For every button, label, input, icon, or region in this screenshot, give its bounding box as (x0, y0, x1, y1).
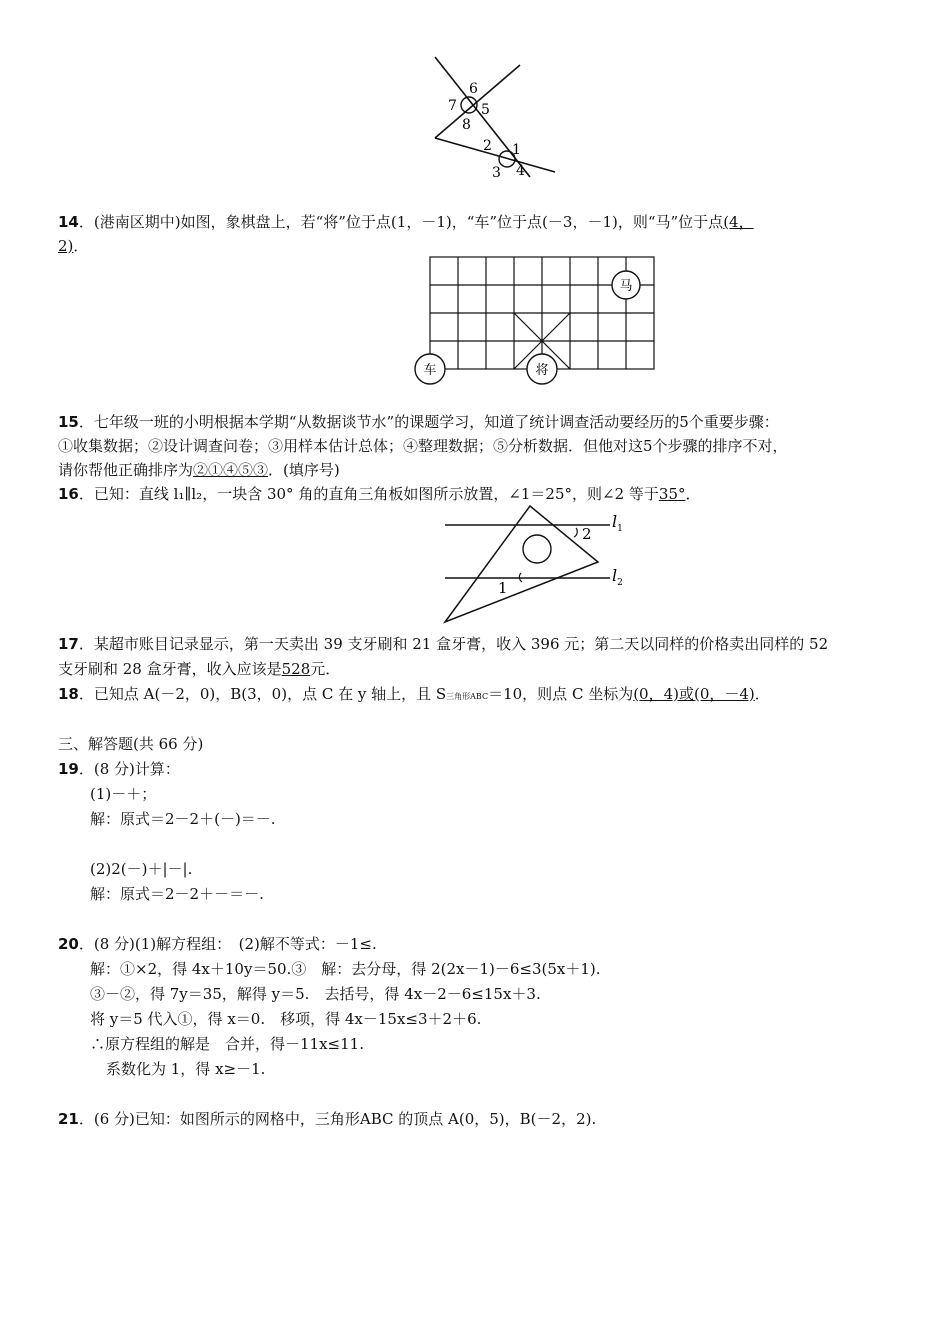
angle-1-label: 1 (498, 579, 508, 597)
q20-row3: 将 y＝5 代入①，得 x＝0. 移项，得 4x－15x≤3＋2＋6. (90, 1010, 482, 1028)
q17-end: 元． (310, 660, 341, 678)
q17-text2: 支牙刷和 28 盒牙膏，收入应该是 (58, 660, 282, 678)
q15-line2 (58, 436, 788, 456)
q20-row1: 解：①×2，得 4x＋10y＝50.③ 解：去分母，得 2(2x－1)－6≤3(5x＋1). (90, 960, 601, 978)
q18-subscript: 三角形ABC (446, 692, 489, 701)
q19-text: ．(8 分)计算： (78, 760, 180, 778)
line-l2-label: $l_2$ (612, 566, 623, 588)
q14-line2 (58, 236, 88, 256)
q18-answer: (0，4)或(0，－4) (633, 685, 755, 703)
q20-text: ．(8 分)(1)解方程组： (2)解不等式：－1≤. (78, 935, 377, 953)
angle-label-1: 1 (512, 142, 521, 158)
q15-line3 (58, 460, 340, 480)
q18-text: ．已知点 A(－2，0)，B(3，0)，点 C 在 y 轴上，且 S (78, 685, 447, 703)
q14-text: ．(港南区期中)如图，象棋盘上，若“将”位于点(1，－1)，“车”位于点(－3，－1)，则“马”位于点 (78, 213, 724, 231)
q16-number: 16 (58, 485, 79, 503)
q14-answer-part1: (4， (723, 213, 754, 231)
q17-line2 (58, 659, 340, 679)
chess-piece-ma: 马 (619, 279, 633, 294)
q18-number: 18 (58, 685, 79, 703)
angle-label-6: 6 (469, 81, 478, 97)
q14-end: ． (73, 237, 89, 255)
q18-line (58, 684, 770, 707)
q17-line1 (58, 634, 828, 654)
q19-part2: (2)2(－)＋|－|. (90, 860, 193, 878)
q18-end: ． (754, 685, 770, 703)
q16-answer: 35° (658, 485, 686, 503)
q20-head (58, 934, 377, 954)
q16-end: ． (685, 485, 701, 503)
angle-label-8: 8 (462, 117, 471, 133)
q14-number: 14 (58, 213, 79, 231)
triangle-figure (440, 505, 640, 625)
q20-row5: 系数化为 1，得 x≥－1. (106, 1060, 266, 1078)
chess-piece-jiang: 将 (535, 363, 549, 378)
q15-number: 15 (58, 413, 79, 431)
q20-number: 20 (58, 935, 79, 953)
q15-text2: ①收集数据；②设计调查问卷；③用样本估计总体；④整理数据；⑤分析数据．但他对这5个步骤的排序不对， (58, 437, 788, 455)
line-l1-label: $l_1$ (612, 512, 623, 534)
q20-row2: ③－②，得 7y＝35，解得 y＝5. 去括号，得 4x－2－6≤15x＋3. (90, 985, 541, 1003)
angle-label-2: 2 (483, 138, 492, 154)
q14-line1 (58, 212, 754, 232)
chess-piece-che: 车 (423, 363, 437, 378)
q17-number: 17 (58, 635, 79, 653)
angle-label-3: 3 (492, 165, 501, 181)
section-3-heading: 三、解答题(共 66 分) (58, 735, 204, 753)
q19-solution1: 解：原式＝2－2＋(－)＝－. (90, 810, 276, 828)
angle-label-4: 4 (516, 163, 525, 179)
q18-text-mid: ＝10，则点 C 坐标为 (488, 685, 634, 703)
q19-solution2: 解：原式＝2－2＋－＝－. (90, 885, 264, 903)
q19-head (58, 759, 180, 779)
angles-figure (420, 55, 570, 185)
q15-text3: 请你帮他正确排序为 (58, 461, 194, 479)
q21-number: 21 (58, 1110, 79, 1128)
q19-number: 19 (58, 760, 79, 778)
angle-label-5: 5 (481, 102, 490, 118)
q14-answer-part2: 2) (58, 237, 74, 255)
q15-text3-end: ．(填序号) (268, 461, 340, 479)
q21-line (58, 1109, 596, 1129)
angle-label-7: 7 (448, 98, 457, 114)
angle-2-label: 2 (582, 525, 592, 543)
chess-board-figure (408, 254, 668, 389)
q21-text: ．(6 分)已知：如图所示的网格中，三角形ABC 的顶点 A(0，5)，B(－2，2). (78, 1110, 597, 1128)
q15-answer: ②①④⑤③ (193, 461, 269, 479)
q16-line (58, 484, 701, 504)
q15-line1 (58, 412, 779, 432)
q17-answer: 528 (281, 660, 311, 678)
q17-text1: ．某超市账目记录显示，第一天卖出 39 支牙刷和 21 盒牙膏，收入 396 元；第二天以同样的价格卖出同样的 52 (78, 635, 829, 653)
q15-text1: ．七年级一班的小明根据本学期“从数据谈节水”的课题学习，知道了统计调查活动要经历的5个重要步骤： (78, 413, 779, 431)
q20-row4: ∴原方程组的解是 合并，得－11x≤11. (90, 1035, 364, 1053)
q16-text: ．已知：直线 l₁∥l₂，一块含 30° 角的直角三角板如图所示放置，∠1＝25°，则∠2 等于 (78, 485, 659, 503)
q19-part1: (1)－＋； (90, 785, 157, 803)
